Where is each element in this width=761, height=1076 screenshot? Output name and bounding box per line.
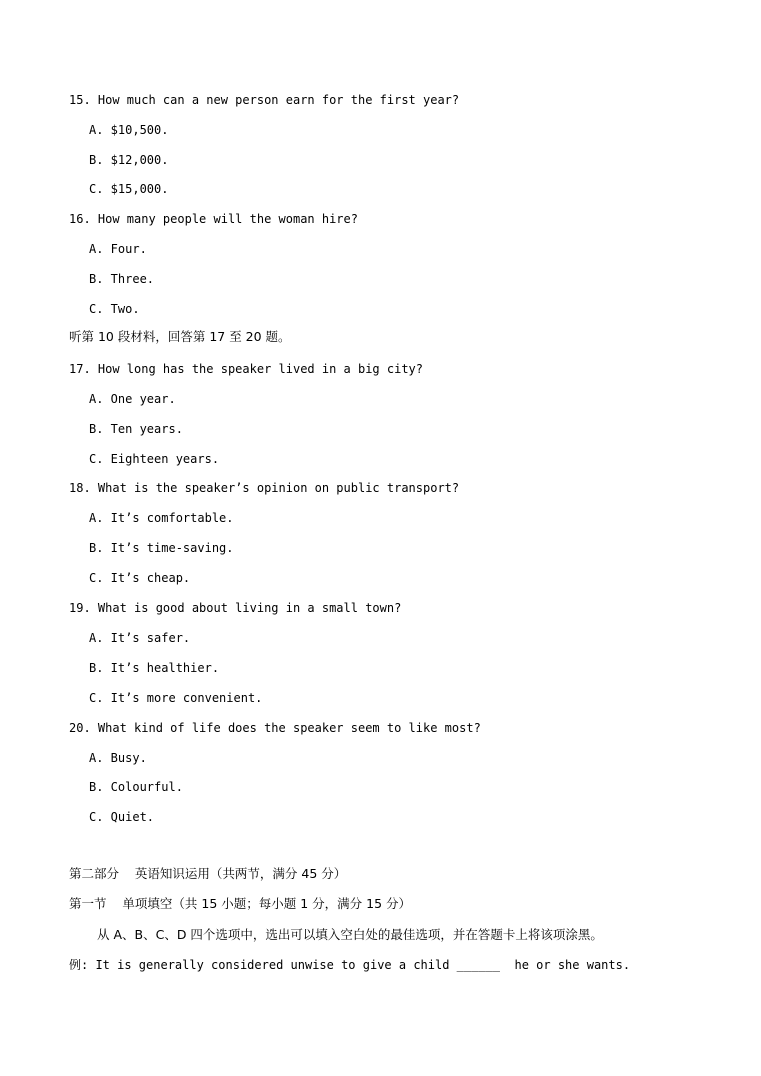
example-sentence: 例: It is generally considered unwise to give a child ______ he or she wants.	[69, 958, 631, 972]
question-15-option-a: A. $10,500.	[89, 123, 169, 137]
question-18-stem: 18. What is the speaker’s opinion on public transport?	[69, 481, 460, 495]
question-15-option-b: B. $12,000.	[89, 153, 169, 167]
question-19-option-b: B. It’s healthier.	[89, 661, 220, 675]
question-16-option-b: B. Three.	[89, 272, 155, 286]
question-20-stem: 20. What kind of life does the speaker seem to like most?	[69, 721, 481, 735]
question-17-stem: 17. How long has the speaker lived in a big city?	[69, 362, 424, 376]
question-16-stem: 16. How many people will the woman hire?	[69, 212, 358, 226]
part-2-heading: 第二部分 英语知识运用（共两节，满分 45 分）	[69, 866, 347, 881]
section-1-instruction: 从 A、B、C、D 四个选项中，选出可以填入空白处的最佳选项，并在答题卡上将该项涂黑。	[97, 927, 603, 942]
question-20-option-a: A. Busy.	[89, 751, 147, 765]
section-1-heading: 第一节 单项填空（共 15 小题；每小题 1 分，满分 15 分）	[69, 896, 411, 911]
question-20-option-c: C. Quiet.	[89, 810, 155, 824]
question-19-option-c: C. It’s more convenient.	[89, 691, 263, 705]
question-15-option-c: C. $15,000.	[89, 182, 169, 196]
listening-section-note: 听第 10 段材料，回答第 17 至 20 题。	[69, 329, 291, 344]
question-17-option-b: B. Ten years.	[89, 422, 183, 436]
question-16-option-a: A. Four.	[89, 242, 147, 256]
question-16-option-c: C. Two.	[89, 302, 140, 316]
question-19-stem: 19. What is good about living in a small town?	[69, 601, 402, 615]
question-19-option-a: A. It’s safer.	[89, 631, 191, 645]
question-18-option-c: C. It’s cheap.	[89, 571, 191, 585]
question-17-option-c: C. Eighteen years.	[89, 452, 220, 466]
question-15-stem: 15. How much can a new person earn for the first year?	[69, 93, 460, 107]
question-18-option-a: A. It’s comfortable.	[89, 511, 234, 525]
question-18-option-b: B. It’s time-saving.	[89, 541, 234, 555]
question-17-option-a: A. One year.	[89, 392, 176, 406]
question-20-option-b: B. Colourful.	[89, 780, 183, 794]
